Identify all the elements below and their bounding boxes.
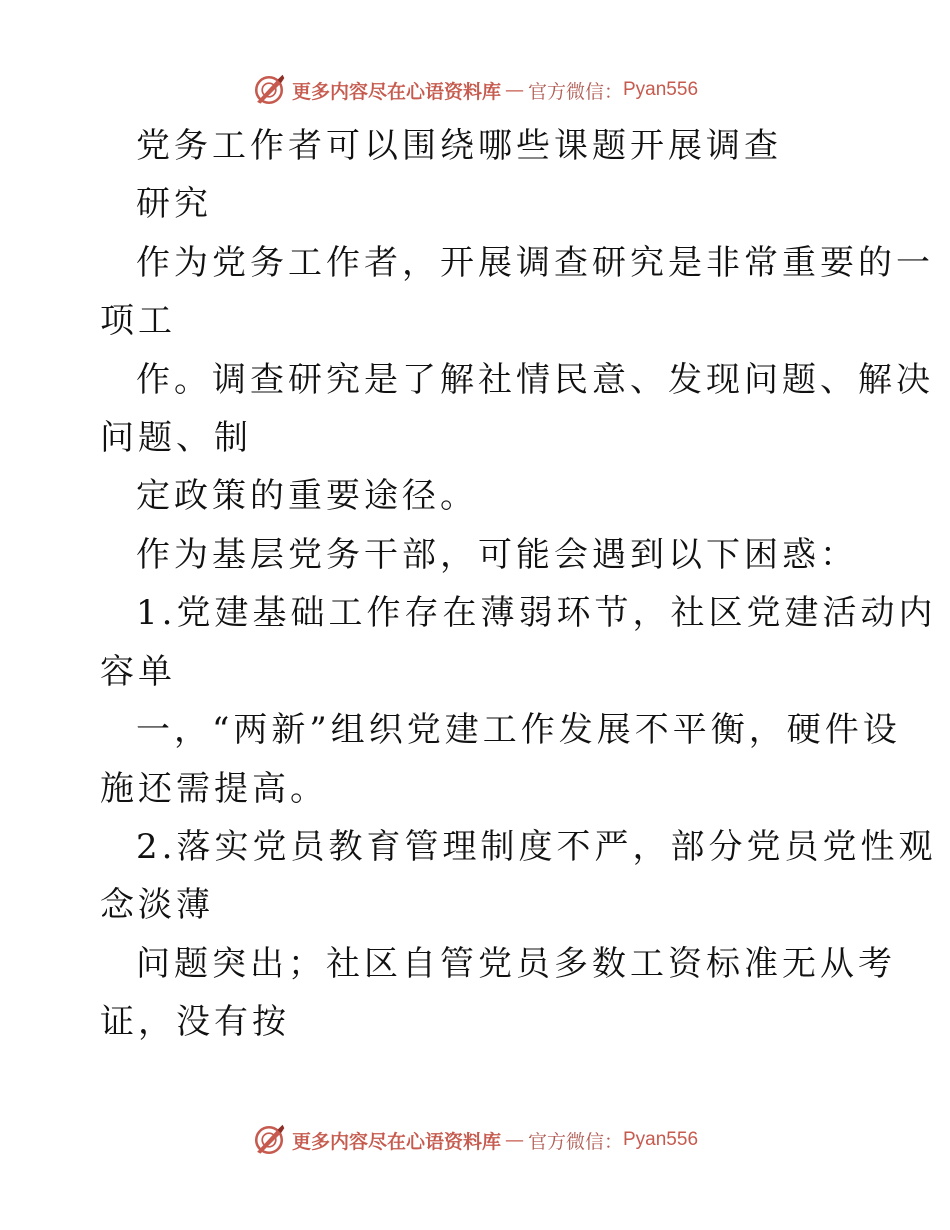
text-line: 施还需提高。 <box>100 769 328 809</box>
banner-dash: — <box>504 79 524 101</box>
banner-wechat-label: 官方微信： <box>527 1130 623 1153</box>
header-banner <box>0 70 950 110</box>
text-line: 作为基层党务干部，可能会遇到以下困惑： <box>136 535 858 575</box>
text-line: 1.党建基础工作存在薄弱环节，社区党建活动内 <box>136 593 937 633</box>
text-line: 证，没有按 <box>100 1002 290 1042</box>
text-line: 问题、制 <box>100 418 252 458</box>
text-line: 念淡薄 <box>100 885 214 925</box>
text-line: 一，“两新”组织党建工作发展不平衡，硬件设 <box>136 710 901 750</box>
text-line: 定政策的重要途径。 <box>136 476 478 516</box>
text-line: 作。调查研究是了解社情民意、发现问题、解决 <box>136 360 934 400</box>
text-line: 作为党务工作者，开展调查研究是非常重要的一 <box>136 243 934 283</box>
banner-dash: — <box>504 1129 524 1151</box>
pen-logo-icon <box>252 73 286 107</box>
banner-wechat-id: Pyan556 <box>623 79 699 100</box>
text-line: 研究 <box>136 184 212 224</box>
text-line: 容单 <box>100 652 176 692</box>
text-line: 2.落实党员教育管理制度不严，部分党员党性观 <box>136 827 937 867</box>
pen-logo-icon <box>252 1123 286 1157</box>
text-line: 党务工作者可以围绕哪些课题开展调查 <box>136 126 782 166</box>
text-line: 项工 <box>100 301 176 341</box>
banner-wechat-id: Pyan556 <box>623 1129 699 1150</box>
footer-banner <box>0 1120 950 1160</box>
banner-site-name: 更多内容尽在心语资料库 <box>291 1130 501 1153</box>
banner-site-name: 更多内容尽在心语资料库 <box>291 80 501 103</box>
text-line: 问题突出；社区自管党员多数工资标准无从考 <box>136 944 896 984</box>
banner-wechat-label: 官方微信： <box>527 80 623 103</box>
